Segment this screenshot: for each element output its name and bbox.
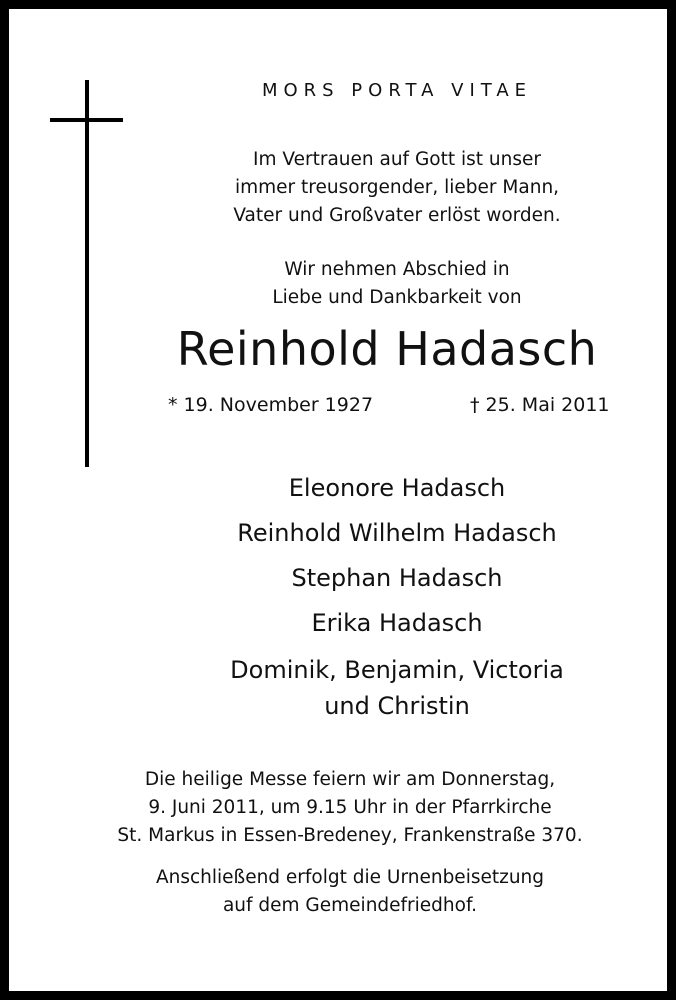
intro-text xyxy=(187,146,607,230)
birth-date: * 19. November 1927 xyxy=(168,394,374,416)
family-member: Erika Hadasch xyxy=(311,609,483,637)
farewell-text xyxy=(187,256,607,312)
service-line: Die heilige Messe feiern wir am Donnerstag, xyxy=(144,769,556,790)
cross-icon xyxy=(85,80,89,467)
service-line: 9. Juni 2011, um 9.15 Uhr in der Pfarrkirche xyxy=(148,797,552,818)
family-member: und Christin xyxy=(324,692,470,720)
death-date: † 25. Mai 2011 xyxy=(470,394,610,416)
deceased-name: Reinhold Hadasch xyxy=(176,322,598,376)
burial-line: auf dem Gemeindefriedhof. xyxy=(222,895,478,916)
family-list xyxy=(187,472,607,724)
service-info xyxy=(100,766,600,850)
cross-icon-bar xyxy=(50,118,123,122)
farewell-line: Liebe und Dankbarkeit von xyxy=(272,287,522,308)
family-member: Reinhold Wilhelm Hadasch xyxy=(237,519,557,547)
intro-line: Vater und Großvater erlöst worden. xyxy=(233,205,561,226)
motto: MORS PORTA VITAE xyxy=(261,80,533,101)
family-member: Eleonore Hadasch xyxy=(288,474,506,502)
intro-line: Im Vertrauen auf Gott ist unser xyxy=(253,149,541,170)
family-member: Stephan Hadasch xyxy=(291,564,503,592)
farewell-line: Wir nehmen Abschied in xyxy=(284,259,510,280)
family-member: Dominik, Benjamin, Victoria xyxy=(230,656,564,684)
burial-line: Anschließend erfolgt die Urnenbeisetzung xyxy=(155,867,545,888)
service-line: St. Markus in Essen-Bredeney, Frankenstraße 370. xyxy=(117,825,583,846)
burial-info xyxy=(100,864,600,920)
intro-line: immer treusorgender, lieber Mann, xyxy=(234,177,560,198)
